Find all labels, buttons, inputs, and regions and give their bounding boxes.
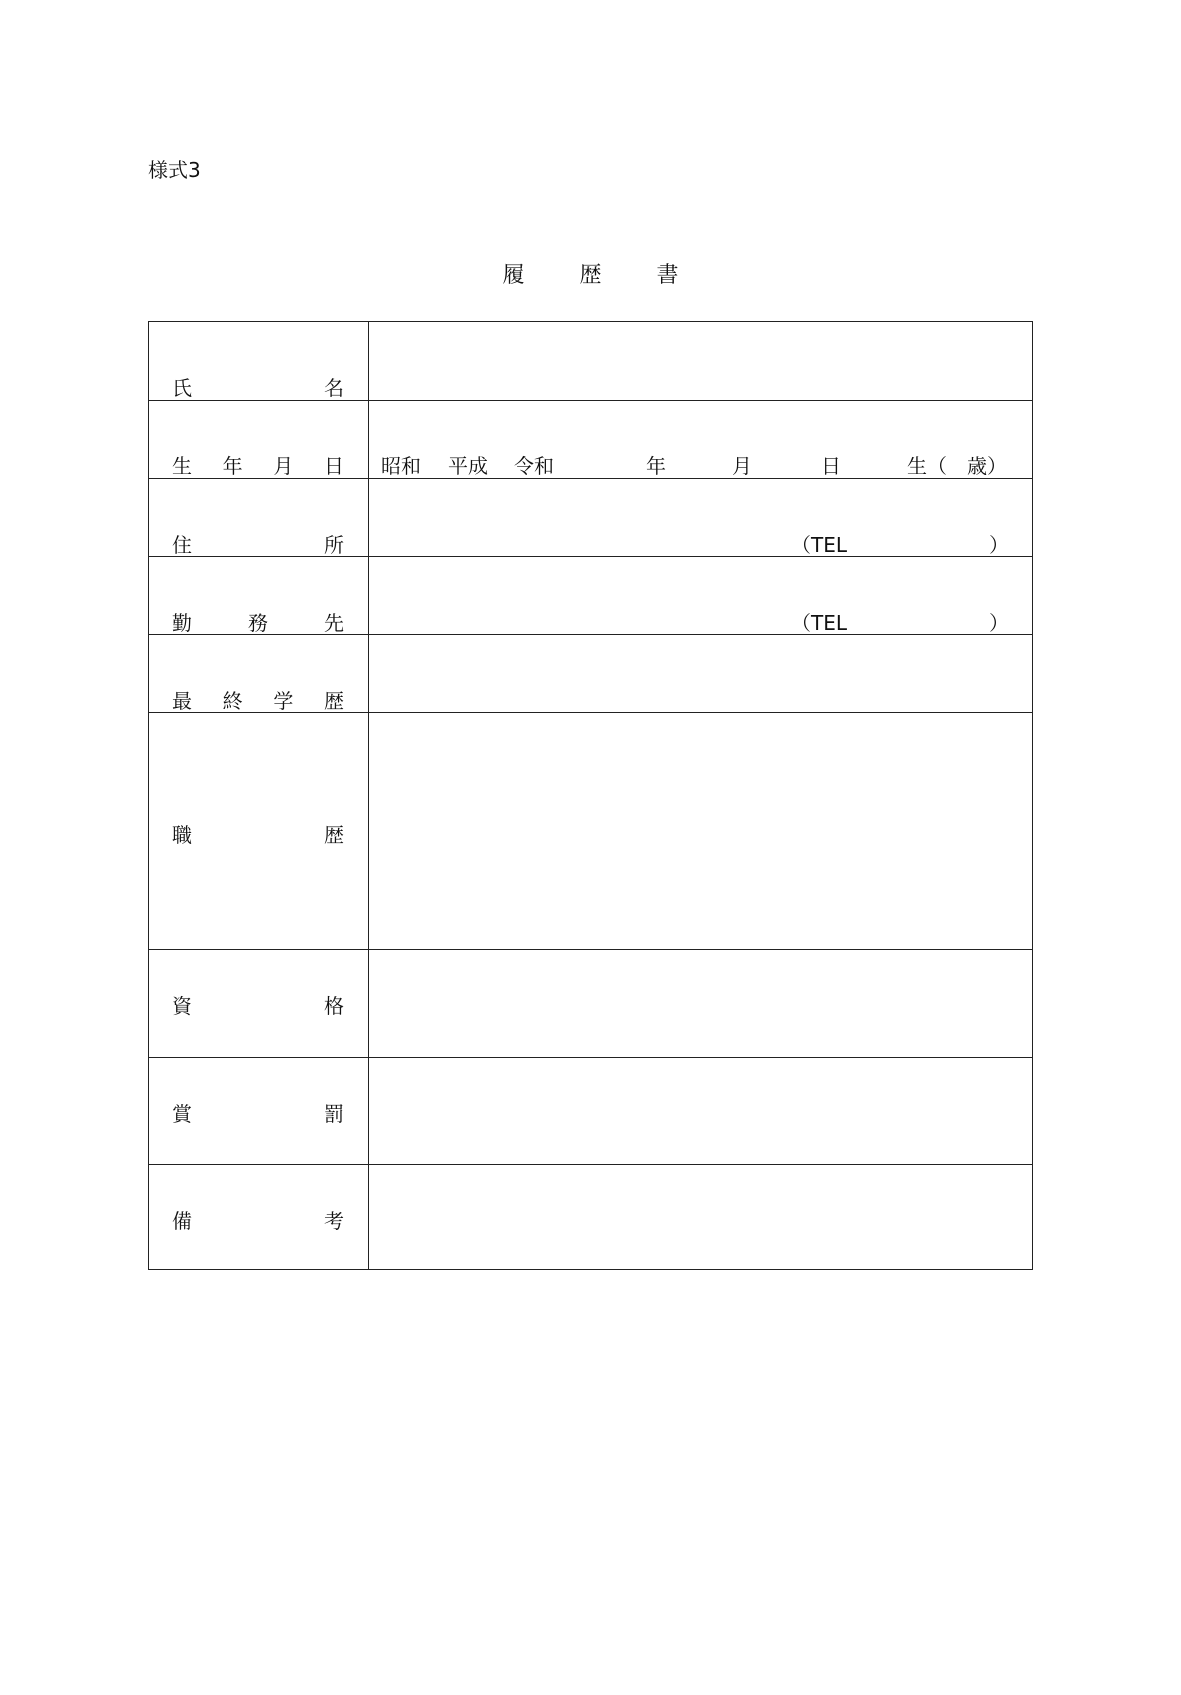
day-label: 日 — [821, 454, 841, 478]
label-char: 考 — [324, 1209, 344, 1233]
label-char: 年 — [222, 454, 243, 478]
label-char: 務 — [248, 611, 268, 635]
label-char: 先 — [324, 611, 344, 635]
column-divider — [368, 401, 369, 478]
tel-open: （TEL — [791, 533, 847, 557]
title-char: 書 — [656, 263, 679, 288]
label-char: 名 — [324, 376, 344, 400]
column-divider — [368, 479, 369, 556]
label-char: 賞 — [172, 1102, 192, 1126]
label-address — [172, 529, 344, 558]
label-char: 所 — [324, 533, 344, 557]
born-age-label: 生（ 歳） — [907, 454, 1007, 478]
column-divider — [368, 1058, 369, 1164]
label-char: 住 — [172, 533, 192, 557]
row-name — [149, 322, 1032, 400]
label-char: 職 — [172, 823, 192, 847]
year-label: 年 — [646, 454, 666, 478]
row-license — [149, 949, 1032, 1057]
tel-close: ） — [989, 533, 1009, 557]
month-label: 月 — [732, 454, 752, 478]
label-birthdate — [172, 450, 344, 479]
tel-open: （TEL — [791, 611, 847, 635]
resume-table — [148, 321, 1033, 1270]
label-career — [172, 819, 344, 848]
label-char: 最 — [172, 689, 192, 713]
label-char: 氏 — [172, 376, 192, 400]
label-char: 資 — [172, 994, 192, 1018]
label-char: 日 — [323, 454, 344, 478]
era-heisei: 平成 — [448, 454, 488, 478]
label-education — [172, 685, 344, 714]
label-char: 終 — [222, 689, 243, 713]
row-workplace — [149, 556, 1032, 634]
row-birthdate — [149, 400, 1032, 478]
label-workplace — [172, 607, 344, 636]
row-remarks — [149, 1164, 1032, 1269]
label-name — [172, 372, 344, 401]
row-awards — [149, 1057, 1032, 1164]
label-char: 学 — [273, 689, 294, 713]
label-char: 勤 — [172, 611, 192, 635]
label-char: 格 — [324, 994, 344, 1018]
label-remarks — [172, 1205, 344, 1234]
column-divider — [368, 1165, 369, 1269]
column-divider — [368, 557, 369, 634]
label-char: 備 — [172, 1209, 192, 1233]
column-divider — [368, 635, 369, 712]
era-reiwa: 令和 — [514, 454, 554, 478]
tel-close: ） — [989, 611, 1009, 635]
label-char: 歴 — [323, 689, 344, 713]
row-education — [149, 634, 1032, 712]
label-char: 生 — [172, 454, 192, 478]
column-divider — [368, 713, 369, 949]
document-title — [0, 258, 1181, 289]
title-char: 履 — [502, 263, 525, 288]
label-license — [172, 990, 344, 1019]
column-divider — [368, 950, 369, 1057]
column-divider — [368, 322, 369, 400]
era-showa: 昭和 — [381, 454, 421, 478]
row-career — [149, 712, 1032, 949]
label-char: 月 — [273, 454, 294, 478]
form-id: 様式3 — [148, 158, 201, 182]
label-char: 罰 — [324, 1102, 344, 1126]
label-awards — [172, 1098, 344, 1127]
row-address — [149, 478, 1032, 556]
label-char: 歴 — [324, 823, 344, 847]
title-char: 歴 — [579, 263, 602, 288]
